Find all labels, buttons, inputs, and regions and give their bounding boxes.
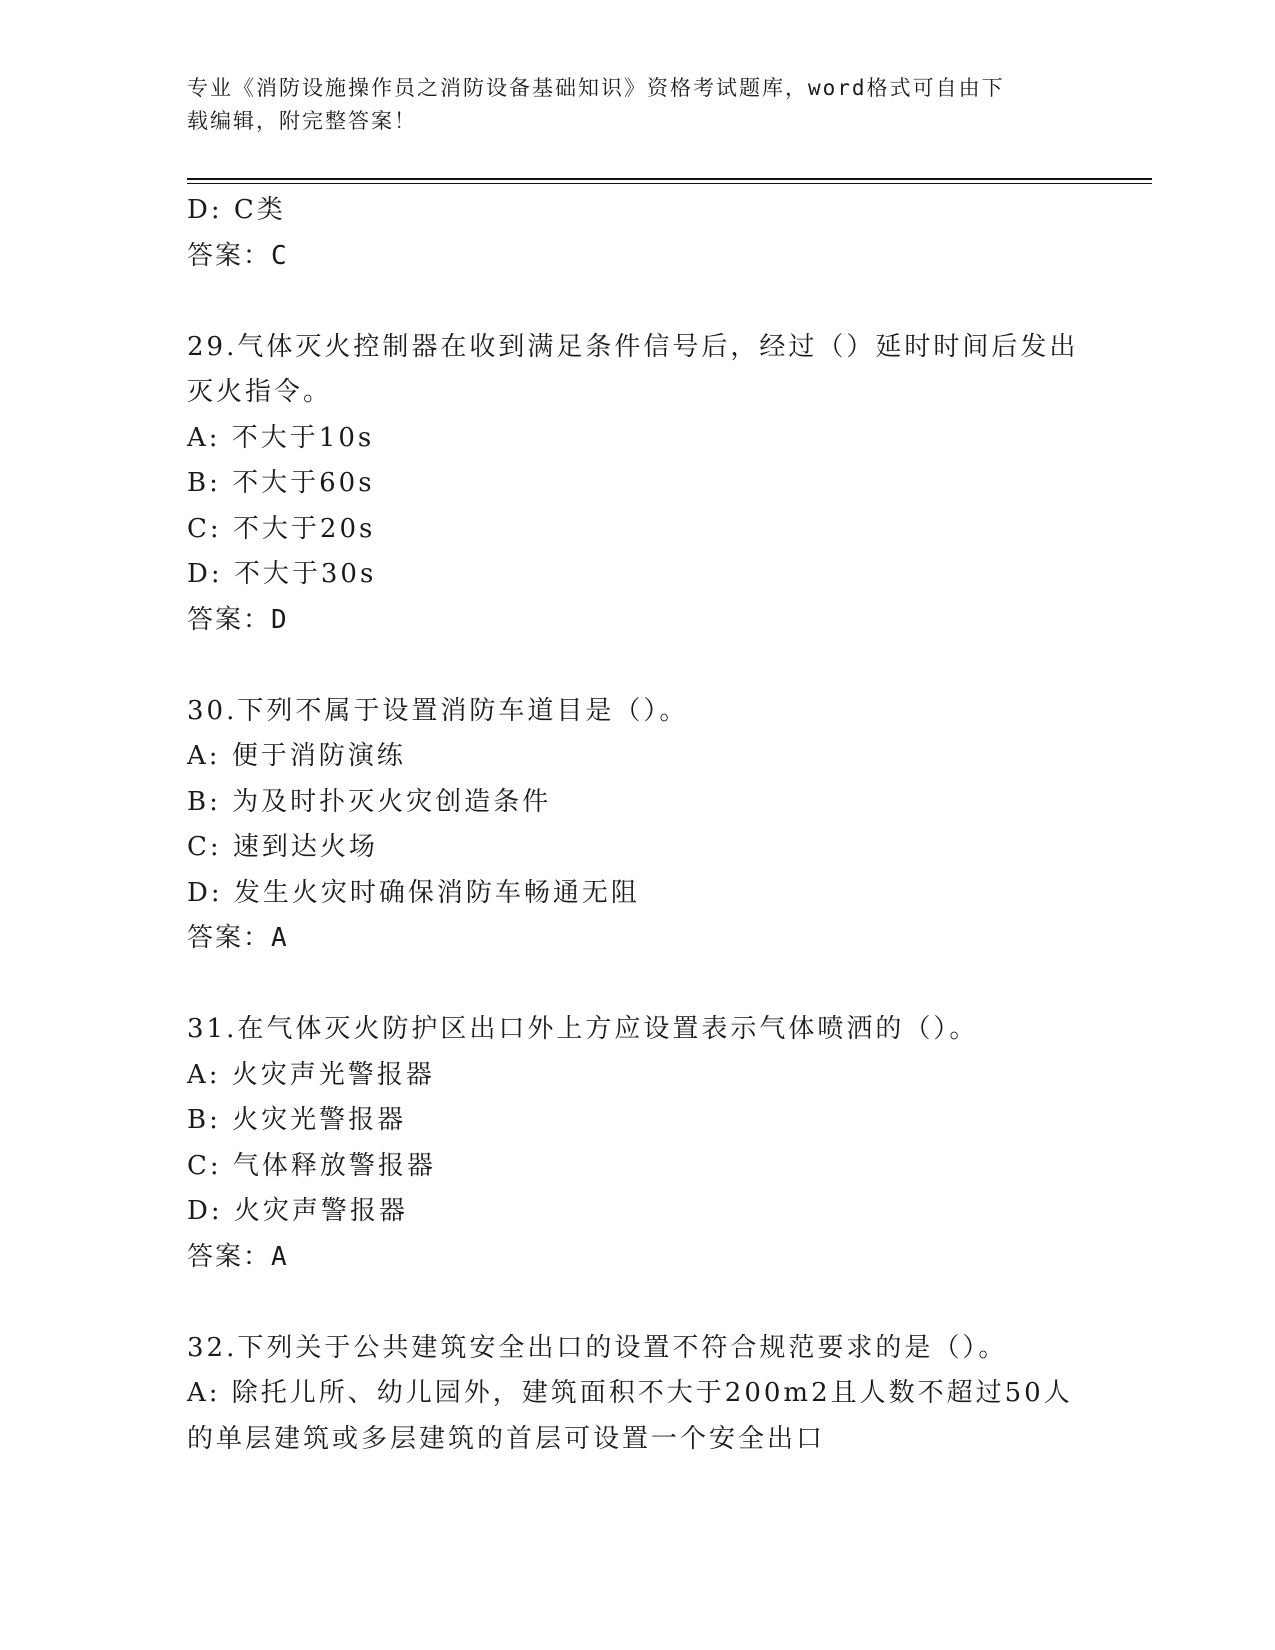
header-line-1: 专业《消防设施操作员之消防设备基础知识》资格考试题库，word格式可自由下: [187, 76, 1005, 100]
question-stem: 31.在气体灭火防护区出口外上方应设置表示气体喷洒的（）。: [187, 1014, 979, 1044]
question-32: [187, 1326, 1087, 1463]
question-29: [187, 325, 1087, 644]
option-a: A: 便于消防演练: [187, 741, 406, 771]
header-line-2: 载编辑，附完整答案！: [187, 109, 417, 133]
option-d: D: 火灾声警报器: [187, 1196, 408, 1226]
answer-line: 答案：A: [187, 1241, 289, 1272]
option-d: D: C类: [187, 195, 286, 225]
option-b: B: 火灾光警报器: [187, 1105, 407, 1135]
option-d: D: 发生火灾时确保消防车畅通无阻: [187, 877, 640, 908]
question-31: [187, 1007, 1087, 1280]
option-c: C: 不大于20s: [187, 513, 376, 544]
option-a-continued: 的单层建筑或多层建筑的首层可设置一个安全出口: [187, 1423, 826, 1454]
option-a: A: 火灾声光警报器: [187, 1059, 435, 1090]
option-b: B: 为及时扑灭火灾创造条件: [187, 786, 552, 817]
answer-line: 答案：D: [187, 604, 289, 635]
option-c: C: 速到达火场: [187, 832, 378, 862]
question-stem: 29.气体灭火控制器在收到满足条件信号后，经过（）延时时间后发出: [187, 331, 1079, 362]
answer-line: 答案：C: [187, 240, 289, 271]
question-stem-continued: 灭火指令。: [187, 377, 333, 407]
option-d: D: 不大于30s: [187, 559, 377, 589]
option-b: B: 不大于60s: [187, 468, 375, 498]
page-header: [187, 72, 1067, 138]
header-divider-thin: [187, 183, 1152, 184]
question-30: [187, 689, 1087, 962]
question-list: [187, 188, 1087, 1462]
option-a: A: 不大于10s: [187, 422, 375, 453]
option-c: C: 气体释放警报器: [187, 1150, 436, 1181]
header-divider-thick: [187, 178, 1152, 180]
question-stem: 32.下列关于公共建筑安全出口的设置不符合规范要求的是（）。: [187, 1332, 1008, 1363]
answer-line: 答案：A: [187, 923, 289, 953]
option-a: A: 除托儿所、幼儿园外，建筑面积不大于200m2且人数不超过50人: [187, 1378, 1073, 1408]
question-stem: 30.下列不属于设置消防车道目是（）。: [187, 695, 689, 726]
